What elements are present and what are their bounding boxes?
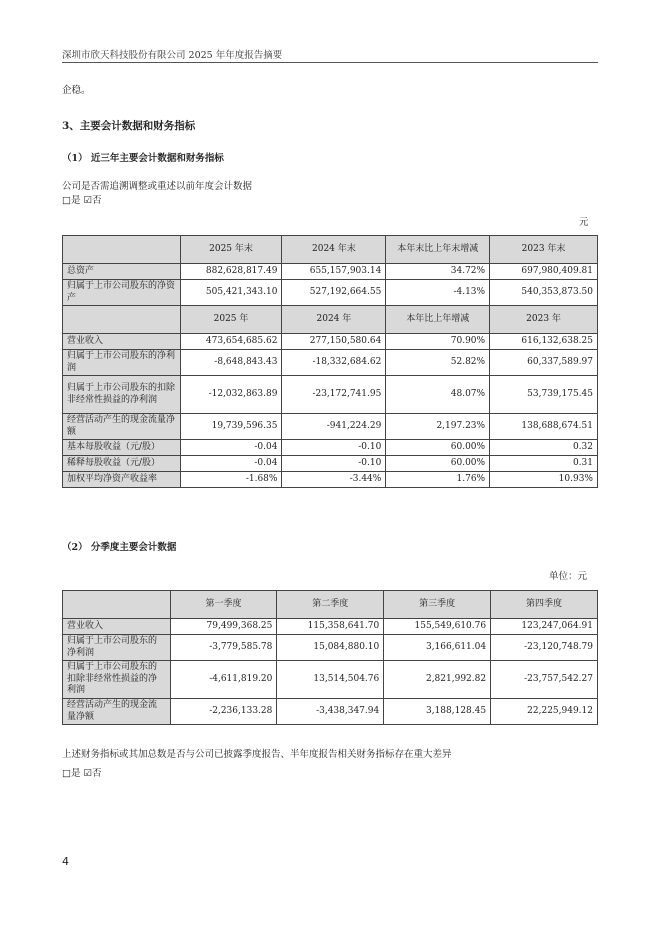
- value-cell: 2,197.23%: [386, 414, 490, 440]
- value-cell: 616,132,638.25: [490, 334, 598, 350]
- table-row: [63, 334, 598, 350]
- value-cell: -0.04: [180, 440, 282, 456]
- value-cell: 19,739,596.35: [180, 414, 282, 440]
- restate-answer: □是 ☑否: [62, 195, 102, 206]
- table-row: [63, 619, 598, 635]
- restate-question: 公司是否需追溯调整或重述以前年度会计数据: [62, 181, 253, 192]
- value-cell: -23,120,748.79: [491, 635, 598, 661]
- table-header-row: [63, 236, 598, 264]
- value-cell: -4,611,819.20: [170, 661, 277, 699]
- value-cell: -3.44%: [282, 472, 386, 488]
- page-number: 4: [62, 855, 69, 868]
- value-cell: 155,549,610.76: [384, 619, 491, 635]
- value-cell: -23,172,741.95: [282, 376, 386, 414]
- row-label-cell: 归属于上市公司股东的扣除非经常性损益的净利润: [63, 661, 171, 699]
- page-header: 深圳市欣天科技股份有限公司 2025 年年度报告摘要: [62, 50, 283, 61]
- value-cell: 15,084,880.10: [277, 635, 384, 661]
- table-row: [63, 472, 598, 488]
- value-cell: 3,188,128.45: [384, 699, 491, 725]
- header-cell: 本年末比上年末增减: [386, 236, 490, 264]
- row-label-cell: 营业收入: [63, 334, 181, 350]
- header-cell: 2024 年: [282, 306, 386, 334]
- text-fragment: 企稳。: [62, 85, 91, 96]
- header-cell: [63, 236, 181, 264]
- header-cell: 第二季度: [277, 591, 384, 619]
- value-cell: 0.32: [490, 440, 598, 456]
- row-label-cell: 归属于上市公司股东的净利润: [63, 350, 181, 376]
- value-cell: -3,779,585.78: [170, 635, 277, 661]
- value-cell: 277,150,580.64: [282, 334, 386, 350]
- table-row: [63, 456, 598, 472]
- value-cell: 540,353,873.50: [490, 280, 598, 306]
- value-cell: 123,247,064.91: [491, 619, 598, 635]
- row-label-cell: 加权平均净资产收益率: [63, 472, 181, 488]
- table-row: [63, 350, 598, 376]
- value-cell: -1.68%: [180, 472, 282, 488]
- value-cell: -3,438,347.94: [277, 699, 384, 725]
- unit-label-1: 元: [579, 217, 589, 228]
- header-cell: 2025 年末: [180, 236, 282, 264]
- value-cell: 527,192,664.55: [282, 280, 386, 306]
- value-cell: 473,654,685.62: [180, 334, 282, 350]
- value-cell: -941,224.29: [282, 414, 386, 440]
- value-cell: 882,628,817.49: [180, 264, 282, 280]
- header-cell: 第三季度: [384, 591, 491, 619]
- diff-answer: □是 ☑否: [62, 768, 102, 779]
- value-cell: 60.00%: [386, 456, 490, 472]
- value-cell: 48.07%: [386, 376, 490, 414]
- unit-label-2: 单位：元: [549, 571, 588, 582]
- value-cell: 0.31: [490, 456, 598, 472]
- value-cell: -0.04: [180, 456, 282, 472]
- header-cell: [63, 306, 181, 334]
- header-cell: 本年比上年增减: [386, 306, 490, 334]
- header-cell: 第四季度: [491, 591, 598, 619]
- row-label-cell: 归属于上市公司股东的净资产: [63, 280, 181, 306]
- value-cell: 505,421,343.10: [180, 280, 282, 306]
- row-label-cell: 稀释每股收益（元/股）: [63, 456, 181, 472]
- value-cell: -12,032,863.89: [180, 376, 282, 414]
- subsection-title-2: （2） 分季度主要会计数据: [62, 542, 177, 553]
- table-row: [63, 280, 598, 306]
- value-cell: 697,980,409.81: [490, 264, 598, 280]
- value-cell: -8,648,843.43: [180, 350, 282, 376]
- header-cell: 2025 年: [180, 306, 282, 334]
- table-row: [63, 661, 598, 699]
- value-cell: -23,757,542.27: [491, 661, 598, 699]
- value-cell: -18,332,684.62: [282, 350, 386, 376]
- value-cell: 138,688,674.51: [490, 414, 598, 440]
- value-cell: 34.72%: [386, 264, 490, 280]
- table-row: [63, 699, 598, 725]
- annual-data-table: [62, 235, 598, 488]
- value-cell: 53,739,175.45: [490, 376, 598, 414]
- value-cell: 13,514,504.76: [277, 661, 384, 699]
- section-title: 3、主要会计数据和财务指标: [62, 120, 196, 132]
- value-cell: -0.10: [282, 456, 386, 472]
- header-divider: [62, 62, 598, 63]
- row-label-cell: 营业收入: [63, 619, 171, 635]
- table-header-row: [63, 306, 598, 334]
- value-cell: 3,166,611.04: [384, 635, 491, 661]
- value-cell: 1.76%: [386, 472, 490, 488]
- header-cell: 2023 年末: [490, 236, 598, 264]
- table-row: [63, 376, 598, 414]
- table-row: [63, 440, 598, 456]
- table-row: [63, 264, 598, 280]
- row-label-cell: 归属于上市公司股东的扣除非经常性损益的净利润: [63, 376, 181, 414]
- value-cell: 22,225,949.12: [491, 699, 598, 725]
- header-cell: 2024 年末: [282, 236, 386, 264]
- table-header-row: [63, 591, 598, 619]
- quarterly-data-table: [62, 590, 598, 725]
- value-cell: 79,499,368.25: [170, 619, 277, 635]
- row-label-cell: 基本每股收益（元/股）: [63, 440, 181, 456]
- header-cell: 第一季度: [170, 591, 277, 619]
- header-cell: [63, 591, 171, 619]
- table-row: [63, 635, 598, 661]
- value-cell: -4.13%: [386, 280, 490, 306]
- value-cell: 60,337,589.97: [490, 350, 598, 376]
- value-cell: 70.90%: [386, 334, 490, 350]
- row-label-cell: 经营活动产生的现金流量净额: [63, 699, 171, 725]
- value-cell: 60.00%: [386, 440, 490, 456]
- header-cell: 2023 年: [490, 306, 598, 334]
- value-cell: 52.82%: [386, 350, 490, 376]
- value-cell: 655,157,903.14: [282, 264, 386, 280]
- value-cell: -0.10: [282, 440, 386, 456]
- subsection-title-1: （1） 近三年主要会计数据和财务指标: [62, 153, 224, 164]
- diff-question: 上述财务指标或其加总数是否与公司已披露季度报告、半年度报告相关财务指标存在重大差异: [62, 749, 452, 760]
- table-row: [63, 414, 598, 440]
- value-cell: 115,358,641.70: [277, 619, 384, 635]
- value-cell: 2,821,992.82: [384, 661, 491, 699]
- row-label-cell: 经营活动产生的现金流量净额: [63, 414, 181, 440]
- row-label-cell: 总资产: [63, 264, 181, 280]
- value-cell: 10.93%: [490, 472, 598, 488]
- value-cell: -2,236,133.28: [170, 699, 277, 725]
- row-label-cell: 归属于上市公司股东的净利润: [63, 635, 171, 661]
